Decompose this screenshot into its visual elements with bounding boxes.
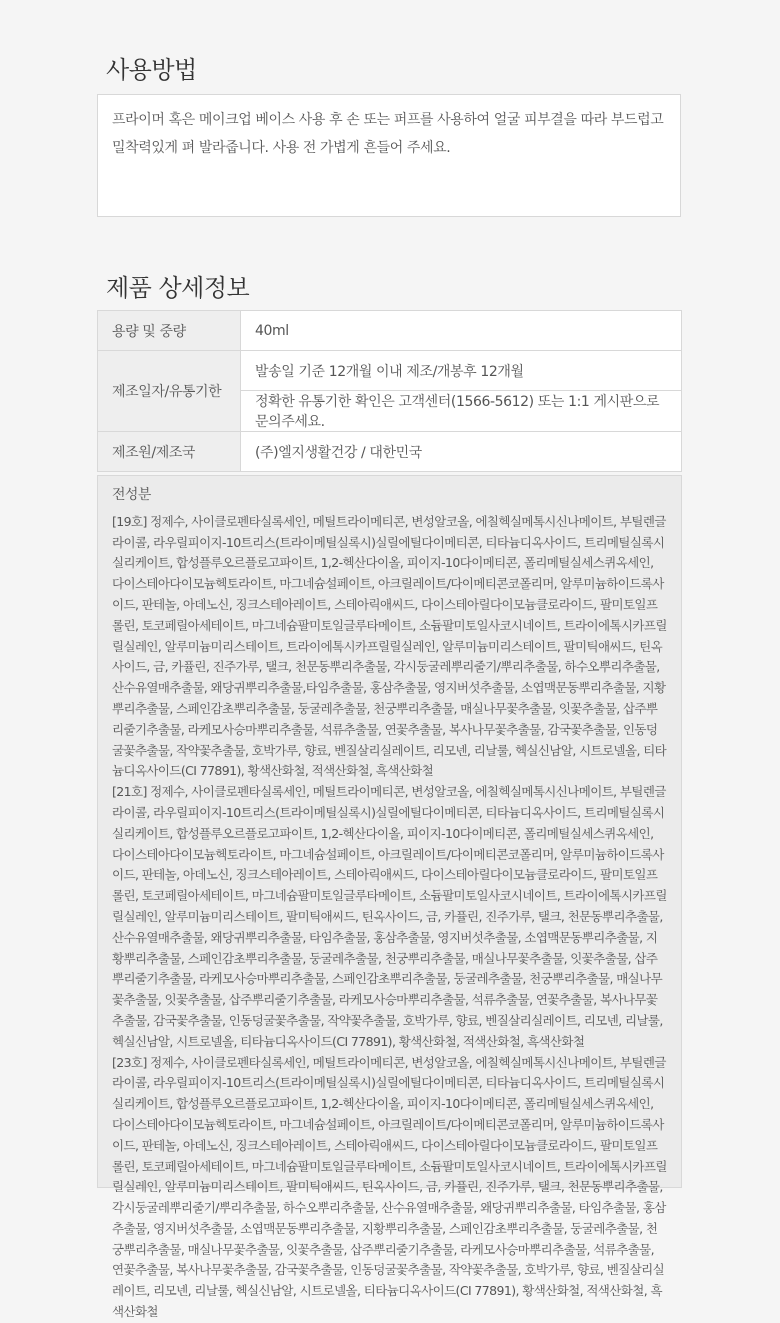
ingredients-box [97, 475, 682, 1320]
row-value-manufacturer: (주)엘지생활건강 / 대한민국 [241, 432, 682, 472]
row-label-expiry: 제조일자/유통기한 [98, 351, 241, 432]
table-row [98, 311, 682, 351]
usage-text: 프라이머 혹은 메이크업 베이스 사용 후 손 또는 퍼프를 사용하여 얼굴 피부결을 따라 부드럽고 밀착력있게 펴 발라줍니다. 사용 전 가볍게 흔들어 주세요. [97, 94, 681, 217]
ingredients-shade-23: [23호] 정제수, 사이클로펜타실록세인, 메틸트라이메티콘, 변성알코올, 에칠헥실메톡시신나메이트, 부틸렌글라이콜, 라우릴피이지-10트리스(트라이메틸실록시)실릴에틸다이메티콘, 티타늄디옥사이드, 트리메틸실록시실리케이트, 합성플루오르플로고파이트, 1,2-헥산다이올, 피이지-10다이메티콘, 폴리메틸실세스퀴옥세인, 다이스테아다이모늄헥토라이트, 마그네슘설페이트, 아크릴레이트/다이메티콘코폴리머, 알루미늄하이드록사이드, 판테놀, 아데노신, 징크스테아레이트, 스테아릭애씨드, 다이스테아릴다이모늄클로라이드, 팔미토일프롤린, 토코페릴아세테이트, 마그네슘팔미토일글루타메이트, 소듐팔미토일사코시네이트, 트라이에톡시카프릴릴실레인, 알루미늄미리스테이트, 팔미틱애씨드, 틴옥사이드, 금, 카퓰린, 진주가루, 탤크, 천문동뿌리추출물, 각시둥굴레뿌리줄기/뿌리추출물, 하수오뿌리추출물, 산수유열매추출물, 왜당귀뿌리추출물, 타임추출물, 홍삼추출물, 영지버섯추출물, 소엽맥문동뿌리추출물, 지황뿌리추출물, 스페인감초뿌리추출물, 둥굴레추출물, 천궁뿌리추출물, 매실나무꽃추출물, 잇꽃추출물, 삽주뿌리줄기추출물, 라케모사승마뿌리추출물, 석류추출물, 연꽃추출물, 복사나무꽃추출물, 감국꽃추출물, 인동덩굴꽃추출물, 작약꽃추출물, 호박가루, 향료, 벤질살리실레이트, 리모넨, 리날룰, 헥실신남알, 시트로넬올, 티타늄디옥사이드(CI 77891), 황색산화철, 적색산화철, 흑색산화철 [112, 1054, 667, 1320]
table-row [98, 432, 682, 472]
row-value-expiry: 발송일 기준 12개월 이내 제조/개봉후 12개월 [241, 351, 682, 391]
detail-table [97, 310, 682, 472]
row-label-volume: 용량 및 중량 [98, 311, 241, 351]
usage-title: 사용방법 [106, 56, 197, 84]
ingredients-title: 전성분 [112, 487, 151, 503]
row-value-volume: 40ml [241, 311, 682, 351]
row-note-expiry: 정확한 유통기한 확인은 고객센터(1566-5612) 또는 1:1 게시판으로 문의주세요. [241, 391, 682, 432]
detail-title: 제품 상세정보 [106, 274, 250, 302]
ingredients-shade-19: [19호] 정제수, 사이클로펜타실록세인, 메틸트라이메티콘, 변성알코올, 에칠헥실메톡시신나메이트, 부틸렌글라이콜, 라우릴피이지-10트리스(트라이메틸실록시)실릴에틸다이메티콘, 티타늄디옥사이드, 트리메틸실록시실리케이트, 합성플루오르플로고파이트, 1,2-헥산다이올, 피이지-10다이메티콘, 폴리메틸실세스퀴옥세인, 다이스테아다이모늄헥토라이트, 마그네슘설페이트, 아크릴레이트/다이메티콘코폴리머, 알루미늄하이드록사이드, 판테놀, 아데노신, 징크스테아레이트, 스테아릭애씨드, 다이스테아릴다이모늄클로라이드, 팔미토일프롤린, 토코페릴아세테이트, 마그네슘팔미토일글루타메이트, 소듐팔미토일사코시네이트, 트라이에톡시카프릴릴실레인, 알루미늄미리스테이트, 트라이에톡시카프릴릴실레인, 알루미늄미리스테이트, 팔미틱애씨드, 틴옥사이드, 금, 카퓰린, 진주가루, 탤크, 천문동뿌리추출물, 각시둥굴레뿌리줄기/뿌리추출물, 하수오뿌리추출물, 산수유열매추출물, 왜당귀뿌리추출물,타임추출물, 홍삼추출물, 영지버섯추출물, 소엽맥문동뿌리추출물, 지황뿌리추출물, 스페인감초뿌리추출물, 둥굴레추출물, 천궁뿌리추출물, 매실나무꽃추출물, 잇꽃추출물, 삽주뿌리줄기추출물, 라케모사승마뿌리추출물, 석류추출물, 연꽃추출물, 복사나무꽃추출물, 감국꽃추출물, 인동덩굴꽃추출물, 작약꽃추출물, 호박가루, 향료, 벤질살리실레이트, 리모넨, 리날룰, 헥실신남알, 시트로넬올, 티타늄디옥사이드(CI 77891), 황색산화철, 적색산화철, 흑색산화철 [112, 513, 667, 779]
row-label-manufacturer: 제조원/제조국 [98, 432, 241, 472]
table-row [98, 351, 682, 391]
ingredients-shade-21: [21호] 정제수, 사이클로펜타실록세인, 메틸트라이메티콘, 변성알코올, 에칠헥실메톡시신나메이트, 부틸렌글라이콜, 라우릴피이지-10트리스(트라이메틸실록시)실릴에틸다이메티콘, 티타늄디옥사이드, 트리메틸실록시실리케이트, 합성플루오르플로고파이트, 1,2-헥산다이올, 피이지-10다이메티콘, 폴리메틸실세스퀴옥세인, 다이스테아다이모늄헥토라이트, 마그네슘설페이트, 아크릴레이트/다이메티콘코폴리머, 알루미늄하이드록사이드, 판테놀, 아데노신, 징크스테아레이트, 스테아릭애씨드, 다이스테아릴다이모늄클로라이드, 팔미토일프롤린, 토코페릴아세테이트, 마그네슘팔미토일글루타메이트, 소듐팔미토일사코시네이트, 트라이에톡시카프릴릴실레인, 알루미늄미리스테이트, 팔미틱애씨드, 틴옥사이드, 금, 카퓰린, 진주가루, 탤크, 천문동뿌리추출물, 산수유열매추출물, 왜당귀뿌리추출물, 타임추출물, 홍삼추출물, 영지버섯추출물, 소엽맥문동뿌리추출물, 지황뿌리추출물, 스페인감초뿌리추출물, 둥굴레추출물, 천궁뿌리추출물, 매실나무꽃추출물, 잇꽃추출물, 삽주뿌리줄기추출물, 라케모사승마뿌리추출물, 스페인감초뿌리추출물, 둥굴레추출물, 천궁뿌리추출물, 매실나무꽃추출물, 잇꽃추출물, 삽주뿌리줄기추출물, 라케모사승마뿌리추출물, 석류추출물, 연꽃추출물, 복사나무꽃추출물, 감국꽃추출물, 인동덩굴꽃추출물, 작약꽃추출물, 호박가루, 향료, 벤질살리실레이트, 리모넨, 리날룰, 헥실신남알, 시트로넬올, 티타늄디옥사이드(CI 77891), 황색산화철, 적색산화철, 흑색산화철 [112, 784, 667, 1049]
